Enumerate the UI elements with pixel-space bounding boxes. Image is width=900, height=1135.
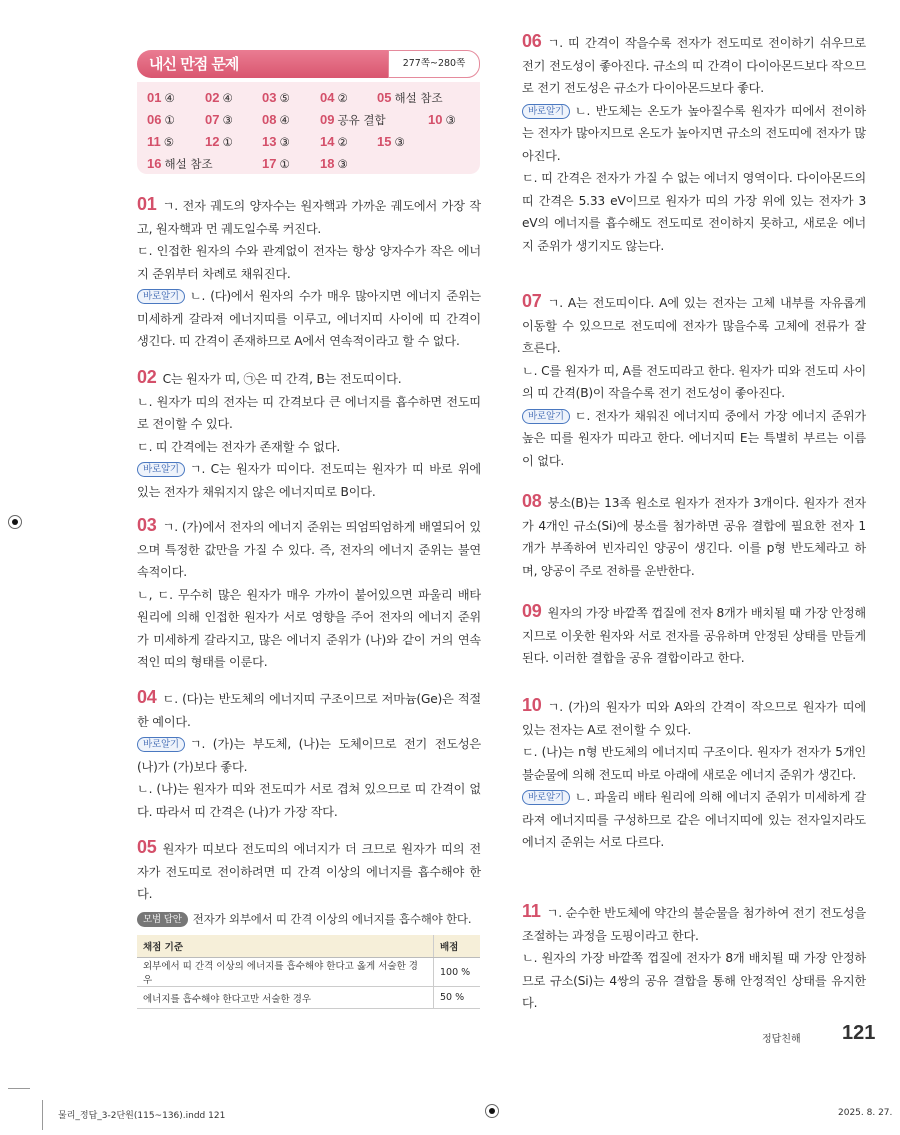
crop-mark: [8, 1088, 30, 1089]
table-row: [137, 958, 480, 987]
answer-number: 10: [428, 112, 443, 127]
answer-number: 06: [147, 112, 162, 127]
answer-number: 18: [320, 156, 335, 171]
quick-answer-header: [137, 50, 480, 78]
paragraph-text: ㄴ. 원자의 가장 바깥쪽 껍질에 전자가 8개 배치될 때 가장 안정하므로 규소(Si)는 4쌍의 공유 결합을 통해 안정적인 상태를 유지한다.: [522, 951, 866, 1010]
explanation-paragraph: [137, 366, 481, 391]
answer-item: [320, 156, 348, 171]
explanation-08: [522, 490, 866, 582]
answer-value: ⑤: [279, 91, 290, 105]
correction-badge: 바로알기: [522, 790, 570, 805]
answer-value: 공유 결합: [337, 113, 386, 127]
question-number: 10: [522, 695, 542, 715]
paragraph-text: ㄷ. (나)는 n형 반도체의 에너지띠 구조이다. 원자가 전자가 5개인 불순물에 의해 전도띠 바로 아래에 새로운 에너지 준위가 생긴다.: [522, 745, 866, 782]
crop-mark: [42, 1100, 43, 1130]
answer-value: ④: [279, 113, 290, 127]
registration-mark-icon: [485, 1104, 499, 1118]
section-title: 내신 만점 문제: [137, 50, 402, 78]
correction-badge: 바로알기: [137, 462, 185, 477]
explanation-paragraph: [137, 733, 481, 778]
explanation-paragraph: [522, 290, 866, 360]
answer-number: 16: [147, 156, 162, 171]
answer-item: [262, 112, 290, 127]
paragraph-text: ㄱ. (가)의 원자가 띠와 A와의 간격이 작으므로 원자가 띠에 있는 전자는 A로 전이할 수 있다.: [522, 700, 866, 737]
paragraph-text: 전자가 외부에서 띠 간격 이상의 에너지를 흡수해야 한다.: [192, 911, 472, 926]
answer-value: ②: [337, 135, 348, 149]
answer-value: ③: [222, 113, 233, 127]
answer-key-box: [137, 82, 480, 174]
page-range: 277쪽~280쪽: [388, 50, 480, 78]
answer-value: ①: [279, 157, 290, 171]
explanation-paragraph: [137, 778, 481, 823]
explanation-06: [522, 30, 866, 257]
question-number: 06: [522, 31, 542, 51]
explanation-paragraph: [522, 360, 866, 405]
footer-date: 2025. 8. 27.: [838, 1108, 893, 1118]
registration-mark-icon: [8, 515, 22, 529]
explanation-paragraph: [137, 193, 481, 240]
explanation-paragraph: [522, 694, 866, 741]
table-header-criteria: 채점 기준: [137, 935, 434, 958]
paragraph-text: ㄴ. 파울리 배타 원리에 의해 에너지 준위가 미세하게 갈라져 에너지띠를 구성하므로 같은 에너지띠에 있는 전자일지라도 에너지 준위는 서로 다르다.: [522, 790, 866, 849]
explanation-paragraph: [137, 686, 481, 733]
explanation-11: [522, 900, 866, 1015]
question-number: 04: [137, 687, 157, 707]
answer-number: 08: [262, 112, 277, 127]
answer-item: [262, 156, 290, 171]
answer-value: ①: [164, 113, 175, 127]
answer-value: ②: [337, 91, 348, 105]
explanation-paragraph: [522, 947, 866, 1015]
explanation-paragraph: [137, 584, 481, 674]
paragraph-text: ㄴ, ㄷ. 무수히 많은 원자가 매우 가까이 붙어있으면 파울리 배타 원리에 의해 인접한 원자가 서로 영향을 주어 전자의 에너지 준위가 미세하게 갈라지고, 많은 에너지 준위가 (나)와 같이 거의 연속적인 띠의 형태를 이룬다.: [137, 587, 481, 669]
paragraph-text: ㄷ. 전자가 채워진 에너지띠 중에서 가장 에너지 준위가 높은 띠를 원자가 띠라고 한다. 에너지띠 E는 특별히 부르는 이름이 없다.: [522, 408, 866, 468]
answer-item: [377, 134, 405, 149]
footer-filename: 물리_정답_3-2단원(115~136).indd 121: [58, 1111, 226, 1121]
table-header-score: 배점: [434, 935, 481, 958]
answer-value: ①: [222, 135, 233, 149]
paragraph-text: ㄱ. A는 전도띠이다. A에 있는 전자는 고체 내부를 자유롭게 이동할 수 있으므로 전도띠에 전자가 많을수록 고체에 전류가 잘 흐른다.: [522, 296, 866, 355]
answer-item: [205, 134, 233, 149]
paragraph-text: ㄴ. (다)에서 원자의 수가 매우 많아지면 에너지 준위는 미세하게 갈라져 에너지띠를 이루고, 에너지띠 사이에 띠 간격이 생긴다. 띠 간격이 존재하므로 A에서 연속적이라고 할 수 없다.: [137, 289, 481, 348]
explanation-paragraph: [522, 900, 866, 947]
explanation-10: [522, 694, 866, 854]
question-number: 01: [137, 194, 157, 214]
question-number: 09: [522, 601, 542, 621]
answer-value: ③: [394, 135, 405, 149]
explanation-paragraph: [522, 600, 866, 670]
explanation-paragraph: [137, 908, 481, 931]
model-answer-badge: 모범 답안: [137, 912, 188, 927]
question-number: 11: [522, 901, 541, 921]
answer-number: 09: [320, 112, 335, 127]
answer-number: 17: [262, 156, 277, 171]
explanation-paragraph: [137, 436, 481, 459]
score-cell: 50 %: [434, 987, 481, 1009]
correction-badge: 바로알기: [137, 289, 185, 304]
answer-item: [377, 90, 443, 106]
answer-item: [262, 134, 290, 149]
answer-item: [262, 90, 290, 105]
answer-number: 14: [320, 134, 335, 149]
answer-number: 13: [262, 134, 277, 149]
answer-value: ③: [445, 113, 456, 127]
paragraph-text: ㄷ. 인접한 원자의 수와 관계없이 전자는 항상 양자수가 작은 에너지 준위부터 차례로 채워진다.: [137, 244, 481, 281]
paragraph-text: ㄴ. C를 원자가 띠, A를 전도띠라고 한다. 원자가 띠와 전도띠 사이의 띠 간격(B)이 작을수록 전기 전도성이 좋아진다.: [522, 363, 866, 400]
answer-item: [428, 112, 456, 127]
explanation-03: [137, 514, 481, 674]
explanation-paragraph: [522, 405, 866, 473]
explanation-paragraph: [522, 490, 866, 582]
answer-item: [147, 112, 175, 127]
answer-item: [205, 90, 233, 105]
paragraph-text: 붕소(B)는 13족 원소로 원자가 전자가 3개이다. 원자가 전자가 4개인 규소(Si)에 붕소를 첨가하면 공유 결합에 필요한 전자 1개가 부족하여 빈자리인 양공이 생긴다. 이를 p형 반도체라고 하며, 양공이 주로 전하를 운반한다.: [522, 496, 866, 578]
answer-item: [205, 112, 233, 127]
answer-number: 15: [377, 134, 392, 149]
correction-badge: 바로알기: [522, 409, 570, 424]
explanation-paragraph: [522, 30, 866, 100]
question-number: 07: [522, 291, 542, 311]
explanation-paragraph: [137, 458, 481, 503]
explanation-09: [522, 600, 866, 670]
explanation-04: [137, 686, 481, 823]
scoring-table: [137, 935, 480, 1009]
paragraph-text: ㄴ. 원자가 띠의 전자는 띠 간격보다 큰 에너지를 흡수하면 전도띠로 전이할 수 있다.: [137, 394, 481, 431]
paragraph-text: ㄱ. C는 원자가 띠이다. 전도띠는 원자가 띠 바로 위에 있는 전자가 채워지지 않은 에너지띠로 B이다.: [137, 462, 481, 499]
paragraph-text: ㄷ. (다)는 반도체의 에너지띠 구조이므로 저마늄(Ge)은 적절한 예이다.: [137, 692, 481, 729]
paragraph-text: ㄴ. 반도체는 온도가 높아질수록 원자가 띠에서 전이하는 전자가 많아지므로 온도가 높아지면 규소의 전도띠에 전자가 많아진다.: [522, 103, 866, 163]
footer-section-label: 정답친해: [762, 1034, 801, 1045]
answer-value: ④: [164, 91, 175, 105]
answer-value: 해설 참조: [164, 157, 213, 171]
answer-value: ⑤: [163, 135, 175, 149]
answer-number: 03: [262, 90, 277, 105]
explanation-07: [522, 290, 866, 472]
explanation-paragraph: [137, 391, 481, 436]
answer-number: 11: [147, 134, 161, 149]
paragraph-text: 원자의 가장 바깥쪽 껍질에 전자 8개가 배치될 때 가장 안정해지므로 이웃한 원자와 서로 전자를 공유하며 안정된 상태를 만들게 된다. 이러한 결합을 공유 결합이라고 한다.: [522, 606, 867, 665]
explanation-paragraph: [137, 240, 481, 285]
explanation-paragraph: [522, 167, 866, 257]
question-number: 05: [137, 837, 157, 857]
question-number: 03: [137, 515, 157, 535]
answer-value: 해설 참조: [394, 91, 443, 105]
answer-value: ③: [337, 157, 348, 171]
answer-item: [320, 134, 348, 149]
criteria-cell: 외부에서 띠 간격 이상의 에너지를 흡수해야 한다고 옳게 서술한 경우: [137, 958, 434, 987]
explanation-paragraph: [522, 100, 866, 168]
paragraph-text: ㄷ. 띠 간격은 전자가 가질 수 없는 에너지 영역이다. 다이아몬드의 띠 간격은 5.33 eV이므로 원자가 띠의 가장 위에 있는 전자가 3 eV의 에너지를 흡수해도 전도띠로 전이하지 못하고, 새로운 에너지 준위가 생기지도 않는다.: [522, 171, 866, 253]
question-number: 08: [522, 491, 542, 511]
explanation-paragraph: [522, 786, 866, 854]
answer-number: 05: [377, 90, 392, 105]
correction-badge: 바로알기: [522, 104, 570, 119]
paragraph-text: ㄷ. 띠 간격에는 전자가 존재할 수 없다.: [137, 439, 340, 454]
explanation-paragraph: [522, 741, 866, 786]
explanation-paragraph: [137, 514, 481, 584]
paragraph-text: ㄱ. (가)에서 전자의 에너지 준위는 띄엄띄엄하게 배열되어 있으며 특정한 값만을 가질 수 있다. 즉, 전자의 에너지 준위는 불연속적이다.: [137, 520, 481, 579]
answer-number: 07: [205, 112, 220, 127]
paragraph-text: ㄱ. 전자 궤도의 양자수는 원자핵과 가까운 궤도에서 가장 작고, 원자핵과 먼 궤도일수록 커진다.: [137, 199, 481, 236]
answer-item: [147, 90, 175, 105]
answer-value: ④: [222, 91, 233, 105]
explanation-02: [137, 366, 481, 503]
answer-number: 04: [320, 90, 335, 105]
answer-item: [320, 90, 348, 105]
answer-value: ③: [279, 135, 290, 149]
page-number: 121: [842, 1022, 876, 1044]
score-cell: 100 %: [434, 958, 481, 987]
explanation-paragraph: [137, 285, 481, 353]
paragraph-text: 원자가 띠보다 전도띠의 에너지가 더 크므로 원자가 띠의 전자가 전도띠로 전이하려면 띠 간격 이상의 에너지를 흡수해야 한다.: [137, 842, 481, 901]
answer-item: [147, 156, 213, 172]
explanation-01: [137, 193, 481, 353]
table-row: [137, 987, 480, 1009]
paragraph-text: ㄱ. (가)는 부도체, (나)는 도체이므로 전기 전도성은 (나)가 (가)보다 좋다.: [137, 737, 481, 774]
correction-badge: 바로알기: [137, 737, 185, 752]
paragraph-text: ㄱ. 띠 간격이 작을수록 전자가 전도띠로 전이하기 쉬우므로 전기 전도성이 좋아진다. 규소의 띠 간격이 다이아몬드보다 작으므로 전기 전도성은 규소가 다이아몬드보다 좋다.: [522, 36, 866, 95]
answer-item: [147, 134, 174, 149]
answer-number: 02: [205, 90, 220, 105]
answer-number: 01: [147, 90, 162, 105]
paragraph-text: ㄱ. 순수한 반도체에 약간의 불순물을 첨가하여 전기 전도성을 조절하는 과정을 도핑이라고 한다.: [522, 906, 866, 943]
answer-number: 12: [205, 134, 220, 149]
criteria-cell: 에너지를 흡수해야 한다고만 서술한 경우: [137, 987, 434, 1009]
paragraph-text: ㄴ. (나)는 원자가 띠와 전도띠가 서로 겹쳐 있으므로 띠 간격이 없다. 따라서 띠 간격은 (나)가 가장 작다.: [137, 782, 481, 819]
paragraph-text: C는 원자가 띠, ㉠은 띠 간격, B는 전도띠이다.: [162, 372, 402, 386]
question-number: 02: [137, 367, 157, 387]
explanation-paragraph: [137, 836, 481, 906]
explanation-05: [137, 836, 481, 930]
answer-item: [320, 112, 386, 128]
